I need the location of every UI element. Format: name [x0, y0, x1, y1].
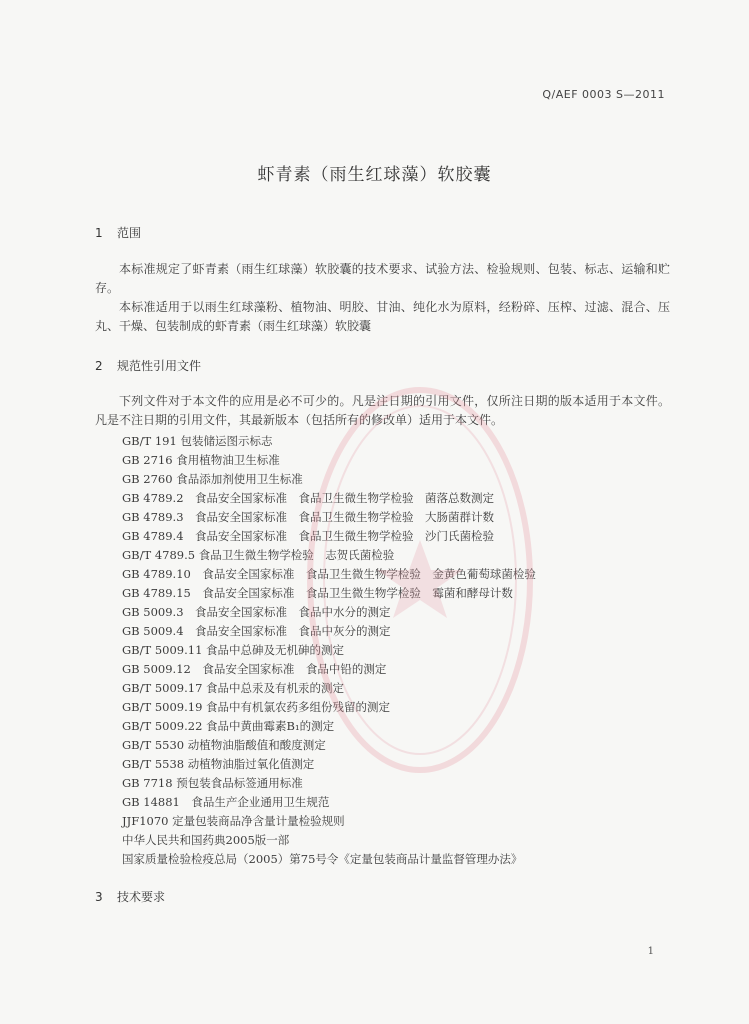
reference-item: 国家质量检验检疫总局（2005）第75号令《定量包装商品计量监督管理办法》 — [122, 852, 523, 866]
reference-item: GB 5009.4 食品安全国家标准 食品中灰分的测定 — [122, 624, 391, 638]
reference-item: GB/T 5009.19 食品中有机氯农药多组份残留的测定 — [122, 700, 391, 714]
reference-item: GB 4789.2 食品安全国家标准 食品卫生微生物学检验 菌落总数测定 — [122, 491, 495, 505]
reference-item: GB/T 191 包装储运图示标志 — [122, 434, 273, 448]
reference-item: GB 4789.3 食品安全国家标准 食品卫生微生物学检验 大肠菌群计数 — [122, 510, 495, 524]
section-number: 1 — [95, 226, 103, 240]
section-title: 规范性引用文件 — [117, 359, 202, 373]
reference-item: GB 4789.4 食品安全国家标准 食品卫生微生物学检验 沙门氏菌检验 — [122, 529, 495, 543]
scope-paragraph-2: 本标准适用于以雨生红球藻粉、植物油、明胶、甘油、纯化水为原料，经粉碎、压榨、过滤、混合、压丸、干燥、包装制成的虾青素（雨生红球藻）软胶囊 — [95, 300, 670, 333]
reference-item: GB/T 4789.5 食品卫生微生物学检验 志贺氏菌检验 — [122, 548, 395, 562]
reference-item: GB 4789.15 食品安全国家标准 食品卫生微生物学检验 霉菌和酵母计数 — [122, 586, 513, 600]
reference-item: GB/T 5009.22 食品中黄曲霉素B₁的测定 — [122, 719, 335, 733]
reference-item: GB/T 5538 动植物油脂过氧化值测定 — [122, 757, 315, 771]
section-number: 2 — [95, 359, 103, 373]
reference-item: GB/T 5009.17 食品中总汞及有机汞的测定 — [122, 681, 345, 695]
reference-item: GB 14881 食品生产企业通用卫生规范 — [122, 795, 330, 809]
reference-item: GB 7718 预包装食品标签通用标准 — [122, 776, 303, 790]
reference-item: GB 4789.10 食品安全国家标准 食品卫生微生物学检验 金黄色葡萄球菌检验 — [122, 567, 536, 581]
reference-item: GB/T 5530 动植物油脂酸值和酸度测定 — [122, 738, 326, 752]
reference-item: GB 2716 食用植物油卫生标准 — [122, 453, 280, 467]
reference-item: 中华人民共和国药典2005版一部 — [122, 833, 290, 847]
section-heading-references — [95, 357, 201, 374]
reference-item: GB 5009.12 食品安全国家标准 食品中铅的测定 — [122, 662, 387, 676]
page-number: 1 — [647, 946, 654, 957]
scope-paragraph-1: 本标准规定了虾青素（雨生红球藻）软胶囊的技术要求、试验方法、检验规则、包装、标志、运输和贮存。 — [95, 262, 670, 295]
document-title: 虾青素（雨生红球藻）软胶囊 — [257, 165, 492, 185]
reference-item: JJF1070 定量包装商品净含量计量检验规则 — [122, 814, 345, 828]
reference-item: GB 5009.3 食品安全国家标准 食品中水分的测定 — [122, 605, 391, 619]
section-number: 3 — [95, 890, 103, 904]
section-heading-scope — [95, 224, 141, 241]
reference-item: GB/T 5009.11 食品中总砷及无机砷的测定 — [122, 643, 345, 657]
section-title: 技术要求 — [117, 890, 166, 904]
document-code: Q/AEF 0003 S—2011 — [542, 88, 665, 101]
references-intro: 下列文件对于本文件的应用是必不可少的。凡是注日期的引用文件，仅所注日期的版本适用于本文件。凡是不注日期的引用文件，其最新版本（包括所有的修改单）适用于本文件。 — [95, 394, 670, 427]
reference-list — [122, 432, 682, 869]
section-title: 范围 — [117, 226, 142, 240]
reference-item: GB 2760 食品添加剂使用卫生标准 — [122, 472, 303, 486]
section-heading-technical — [95, 888, 165, 905]
